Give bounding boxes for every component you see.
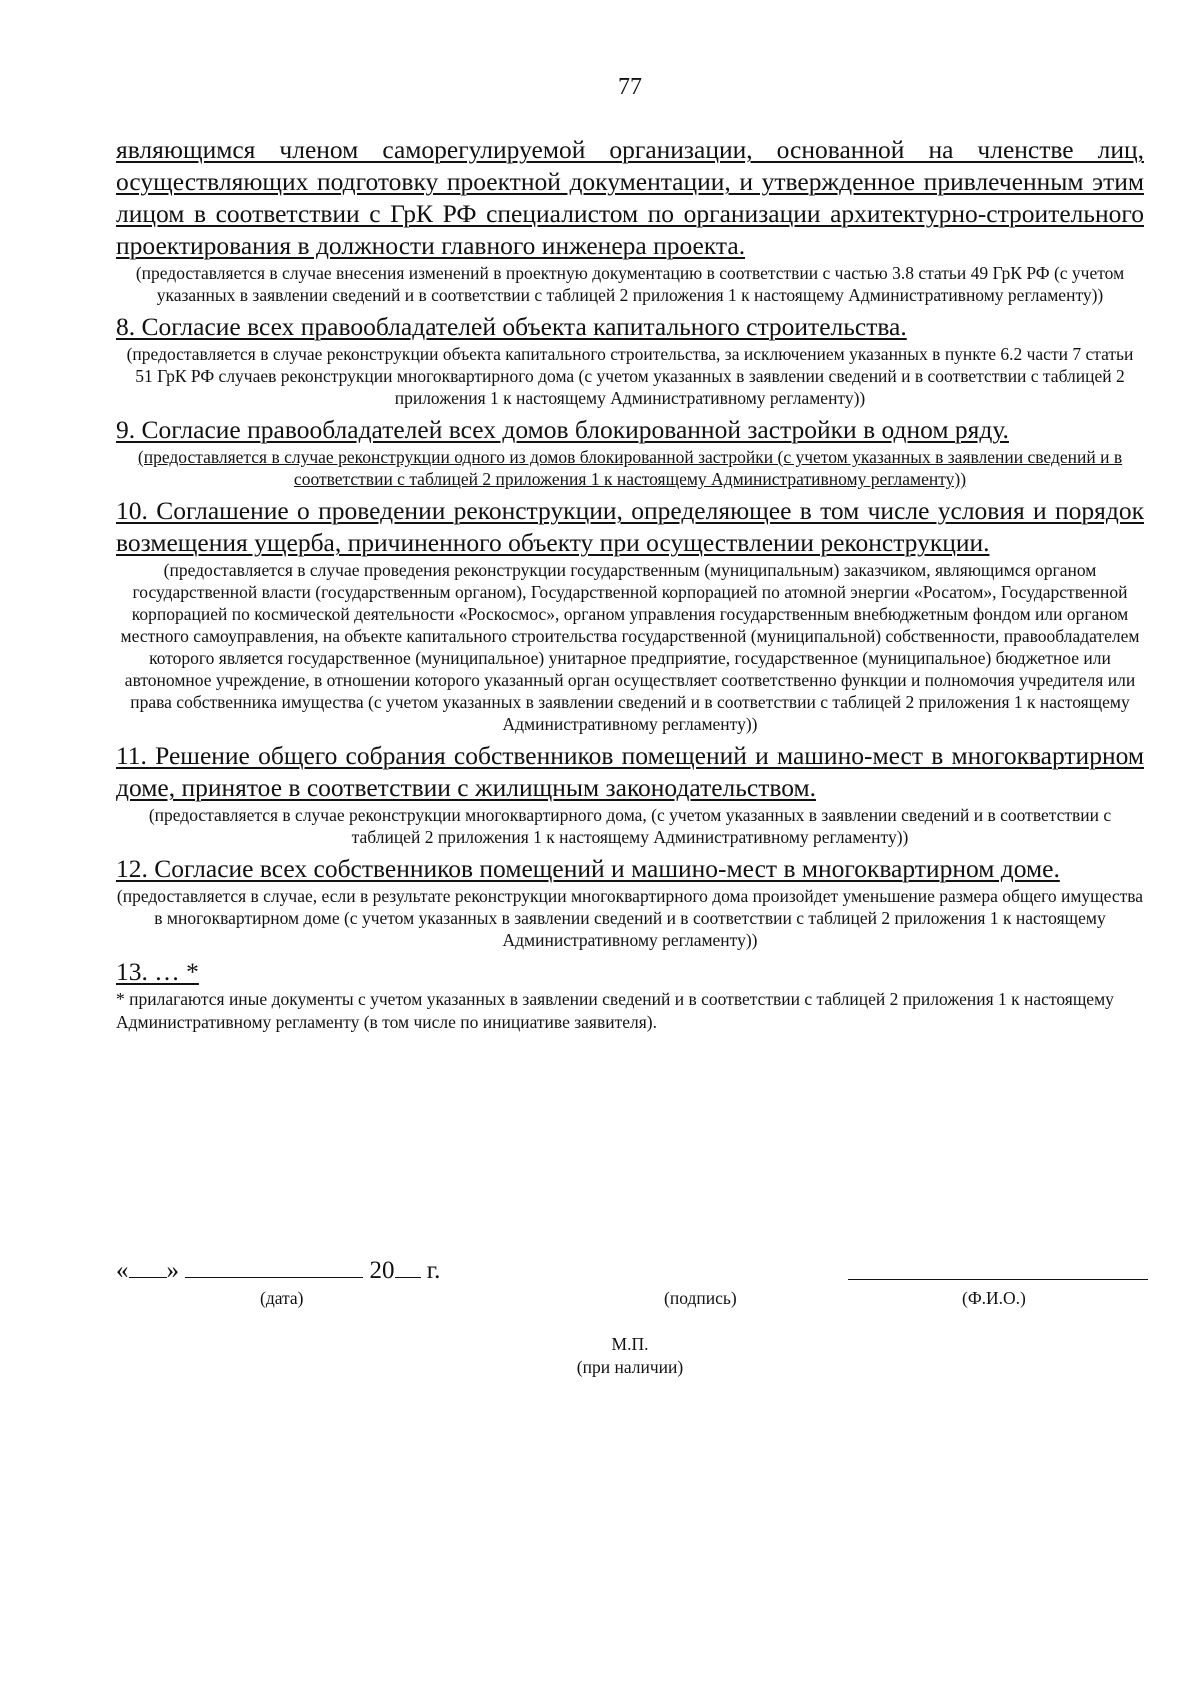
day-blank — [129, 1253, 167, 1278]
month-blank — [185, 1253, 363, 1278]
signature-caption: (подпись) — [664, 1288, 737, 1308]
intro-note: (предоставляется в случае внесения изменений в проектную документацию в соответствии с частью 3.8 статьи 49 ГрК РФ (с учетом указанных в заявлении сведений и в соответствии с таблицей 2 приложения 1 к настоящему Административному регламенту)) — [135, 263, 1125, 305]
item-8-note: (предоставляется в случае реконструкции объекта капитального строительства, за исключением указанных в пункте 6.2 части 7 статьи 51 ГрК РФ случаев реконструкции многоквартирного дома (с учетом указанных в заявлении сведений и в соответствии с таблицей 2 приложения 1 к настоящему Административному регламенту)) — [126, 344, 1134, 408]
stamp-label: М.П. — [611, 1334, 649, 1354]
intro-paragraph: являющимся членом саморегулируемой организации, основанной на членстве лиц, осуществляющих подготовку проектной документации, и утвержденное привлеченным этим лицом в соответствии с ГрК РФ специалистом по организации архитектурно-строительного проектирования в должности главного инженера проекта. — [116, 135, 1144, 260]
stamp-note: (при наличии) — [576, 1357, 684, 1377]
year-prefix: 20 — [369, 1257, 395, 1284]
stamp-block — [0, 1333, 1200, 1379]
item-12-title: 12. Согласие всех собственников помещений и машино-мест в многоквартирном доме. — [116, 854, 1060, 883]
page-number: 77 — [618, 74, 642, 100]
year-blank — [395, 1253, 421, 1278]
item-10-title: 10. Соглашение о проведении реконструкции, определяющее в том числе условия и порядок возмещения ущерба, причиненного объекту при осуществлении реконструкции. — [116, 496, 1144, 557]
signature-block — [116, 1253, 1144, 1403]
quote-close: » — [166, 1257, 179, 1284]
name-caption: (Ф.И.О.) — [962, 1288, 1026, 1308]
date-caption: (дата) — [260, 1288, 304, 1308]
item-11-note: (предоставляется в случае реконструкции многоквартирного дома, (с учетом указанных в заявлении сведений и в соответствии с таблицей 2 приложения 1 к настоящему Административному регламенту)) — [148, 805, 1112, 847]
item-9-note: (предоставляется в случае реконструкции одного из домов блокированной застройки (с учетом указанных в заявлении сведений и в соответствии с таблицей 2 приложения 1 к настоящему Административному регламенту)) — [137, 447, 1123, 489]
item-12-note: (предоставляется в случае, если в результате реконструкции многоквартирного дома произойдет уменьшение размера общего имущества в многоквартирном доме (с учетом указанных в заявлении сведений и в соответствии с таблицей 2 приложения 1 к настоящему Административному регламенту)) — [116, 886, 1144, 950]
document-body — [116, 134, 1144, 1034]
year-suffix: г. — [426, 1257, 441, 1284]
item-10-note: (предоставляется в случае проведения реконструкции государственным (муниципальным) заказчиком, являющимся органом государственной власти (государственным органом), Государственной корпорацией по атомной энергии «Росатом», Государственной корпорацией по космической деятельности «Роскосмос», органом управления государственным внебюджетным фондом или органом местного самоуправления, на объекте капитального строительства государственной (муниципальной) собственности, правообладателем которого является государственное (муниципальное) унитарное предприятие, государственное (муниципальное) бюджетное или автономное учреждение, в отношении которого указанный орган осуществляет соответственно функции и полномочия учредителя или права собственника имущества (с учетом указанных в заявлении сведений и в соответствии с таблицей 2 приложения 1 к настоящему Административному регламенту)) — [120, 560, 1140, 734]
footnote: * прилагаются иные документы с учетом указанных в заявлении сведений и в соответствии с таблицей 2 приложения 1 к настоящему Административному регламенту (в том числе по инициативе заявителя). — [116, 989, 1114, 1032]
item-9-title: 9. Согласие правообладателей всех домов блокированной застройки в одном ряду. — [116, 415, 1009, 444]
item-13-title: 13. … * — [116, 957, 199, 986]
item-8-title: 8. Согласие всех правообладателей объекта капитального строительства. — [116, 312, 907, 341]
date-line — [116, 1253, 440, 1287]
quote-open: « — [116, 1257, 129, 1284]
name-line — [848, 1279, 1148, 1280]
item-11-title: 11. Решение общего собрания собственников помещений и машино-мест в многоквартирном доме, принятое в соответствии с жилищным законодательством. — [116, 741, 1144, 802]
